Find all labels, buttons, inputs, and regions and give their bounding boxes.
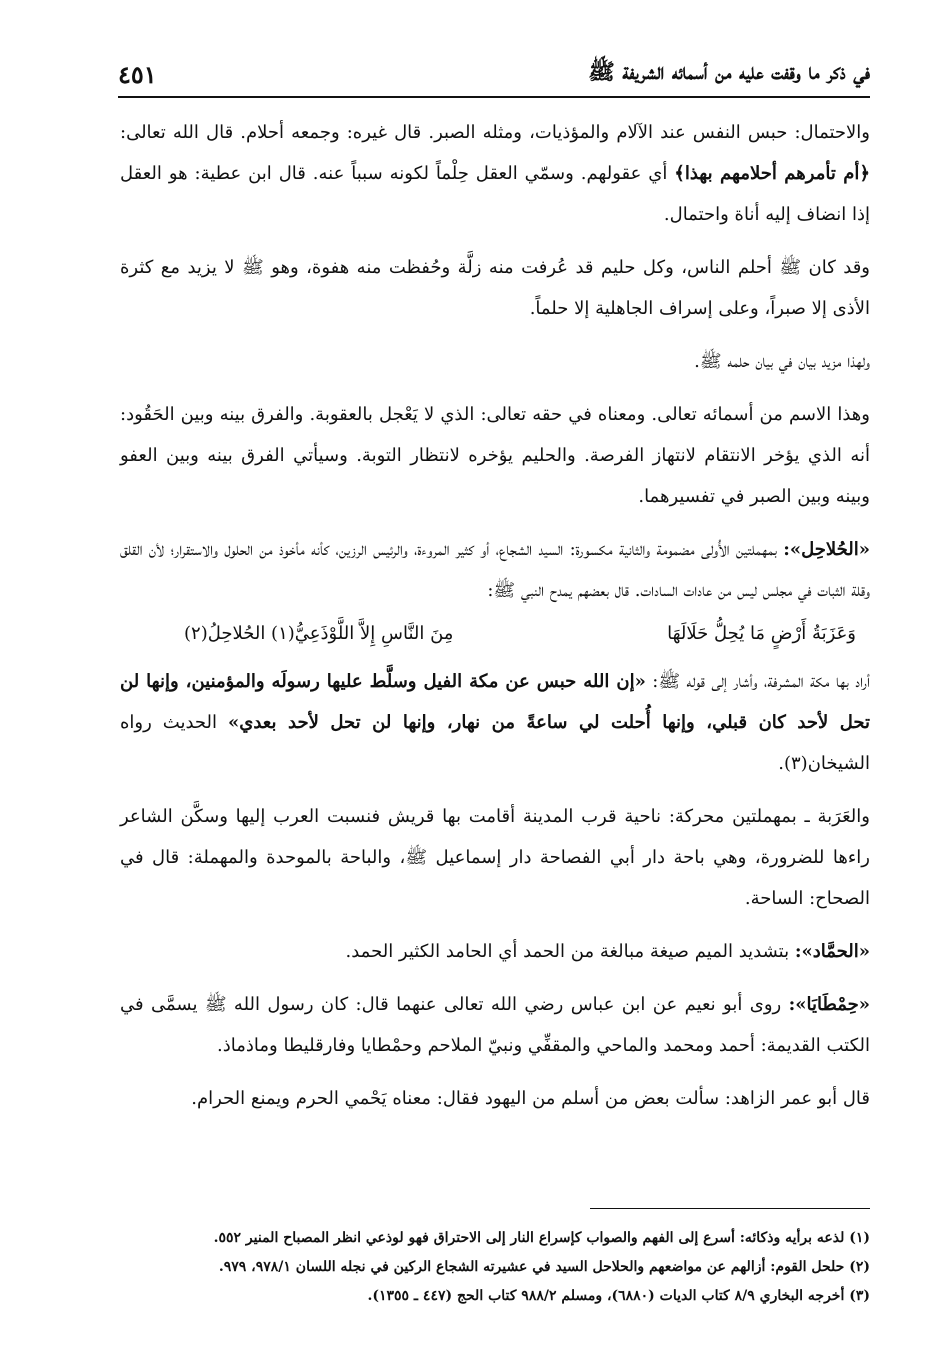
paragraph-text: أي عقولهم. وسمّي العقل حِلْماً لكونه سبباً عنه. قال ابن عطية: هو العقل إذا انضاف إليه أناة واحتمال. — [120, 163, 870, 225]
paragraph-text: روى أبو نعيم عن ابن عباس رضي الله تعالى عنهما قال: كان رسول الله ﷺ يسمَّى في الكتب القديمة: أحمد ومحمد والماحي والمقفِّي ونبيّ الملاحم وحمْطايا وفارقليطا وماذماذ. — [120, 994, 870, 1056]
paragraph-text: وهذا الاسم من أسمائه تعالى. ومعناه في حقه تعالى: الذي لا يَعْجل بالعقوبة. والفرق بينه وبين الحَقُود: أنه الذي يؤخر الانتقام لانتهاز الفرصة. والحليم يؤخره لانتظار التوبة. وسيأتي الفرق بينه وبين العفو وبينه وبين الصبر في تفسيرهما. — [120, 404, 870, 507]
paragraph-text: ولهذا مزيد بيان في بيان حلمه ﷺ. — [694, 351, 870, 372]
verse-first-hemistich: وَعَزَبَةُ أَرْضٍ مَا يُحِلُّ حَلَالَهَا — [667, 623, 856, 644]
entry-heading: «الحُلاحِل»: — [783, 539, 870, 560]
page-body — [120, 112, 870, 1131]
entry-heading: «الحمَّاد»: — [794, 941, 870, 962]
footnote-2: (٢) حلحل القوم: أزالهم عن مواضعهم والحلاحل السيد في عشيرته الشجاع الركين في نجله اللسان ٩٧٨/١، ٩٧٩. — [218, 1259, 870, 1275]
paragraph-text: بتشديد الميم صيغة مبالغة من الحمد أي الحامد الكثير الحمد. — [345, 941, 795, 962]
paragraph-himtaya — [120, 984, 870, 1066]
paragraph-text: وقد كان ﷺ أحلم الناس، وكل حليم قد عُرفت منه زلَّة وحُفظت منه هفوة، وهو ﷺ لا يزيد مع كثرة الأذى إلا صبراً، وعلى إسراف الجاهلية إلا حلماً. — [120, 257, 870, 319]
poetry-verse — [184, 615, 856, 653]
hadith-quote: «إن الله حبس عن مكة الفيل وسلَّط عليها رسولَه والمؤمنين، وإنها لن تحل لأحد كان قبلي، وإنها أُحلت لي ساعةً من نهار، وإنها لن تحل لأحد بعدي» — [120, 671, 870, 733]
paragraph-abu-umar — [120, 1078, 870, 1119]
footnote-1: (١) لذعه برأيه وذكائه: أسرع إلى الفهم والصواب كإسراع النار إلى الاحتراق فهو لوذعي انظر المصباح المنير ٥٥٢. — [213, 1230, 870, 1246]
paragraph-hammad — [120, 931, 870, 972]
paragraph-mazid-bayan — [120, 341, 870, 382]
paragraph-text: أراد بها مكة المشرفة، وأشار إلى قوله ﷺ: — [645, 671, 871, 692]
paragraph-text: قال أبو عمر الزاهد: سألت بعض من أسلم من اليهود فقال: معناه يَحْمي الحرم ويمنع الحرام. — [191, 1088, 870, 1109]
paragraph-ihtimal — [120, 112, 870, 235]
paragraph-halahil — [120, 529, 870, 611]
paragraph-asma-tala — [120, 394, 870, 517]
footnote-divider — [590, 1208, 870, 1209]
verse-second-hemistich: مِنَ النَّاسِ إِلاَّ اللَّوْذَعِيُّ(١) الحُلاحِلُ(٢) — [184, 623, 454, 644]
paragraph-ahlam-annas — [120, 247, 870, 329]
paragraph-makkah — [120, 661, 870, 784]
paragraph-text: والاحتمال: حبس النفس عند الآلام والمؤذيات، ومثله الصبر. قال غيره: وجمعه أحلام. قال الله تعالى: — [120, 122, 870, 143]
running-title: في ذكر ما وقفت عليه من أسمائه الشريفة ﷺ — [588, 59, 870, 85]
footnote-3: (٣) أخرجه البخاري ٨/٩ كتاب الديات (٦٨٨٠)، ومسلم ٩٨٨/٢ كتاب الحج (٤٤٧ ـ ١٣٥٥). — [367, 1288, 870, 1304]
paragraph-arabah — [120, 796, 870, 919]
paragraph-text: بمهملتين الأُولى مضمومة والثانية مكسورة: السيد الشجاع، أو كثير المروءة، والرئيس الرزين، كأنه مأخوذ من الحلول والاستقرار؛ لأن القلق وقلة الثبات في مجلس ليس من عادات السادات. قال بعضهم يمدح النبي ﷺ: — [120, 539, 870, 601]
entry-heading: «حِمْطَايَا»: — [788, 994, 870, 1015]
page-header — [118, 52, 870, 98]
quran-quote: ﴿أم تأمرهم أحلامهم بهذا﴾ — [674, 163, 870, 184]
footnotes — [120, 1224, 870, 1311]
paragraph-text: والعَرَبة ـ بمهملتين محركة: ناحية قرب المدينة أقامت بها قريش فنسبت العرب إليها وسكَّن الشاعر راءها للضرورة، وهي باحة دار أبي الفصاحة دار إسماعيل ﷺ، والباحة بالموحدة والمهملة: قال في الصحاح: الساحة. — [120, 806, 870, 909]
page-number: ٤٥١ — [118, 59, 157, 89]
paragraph-text: الحديث رواه الشيخان(٣). — [120, 712, 870, 774]
